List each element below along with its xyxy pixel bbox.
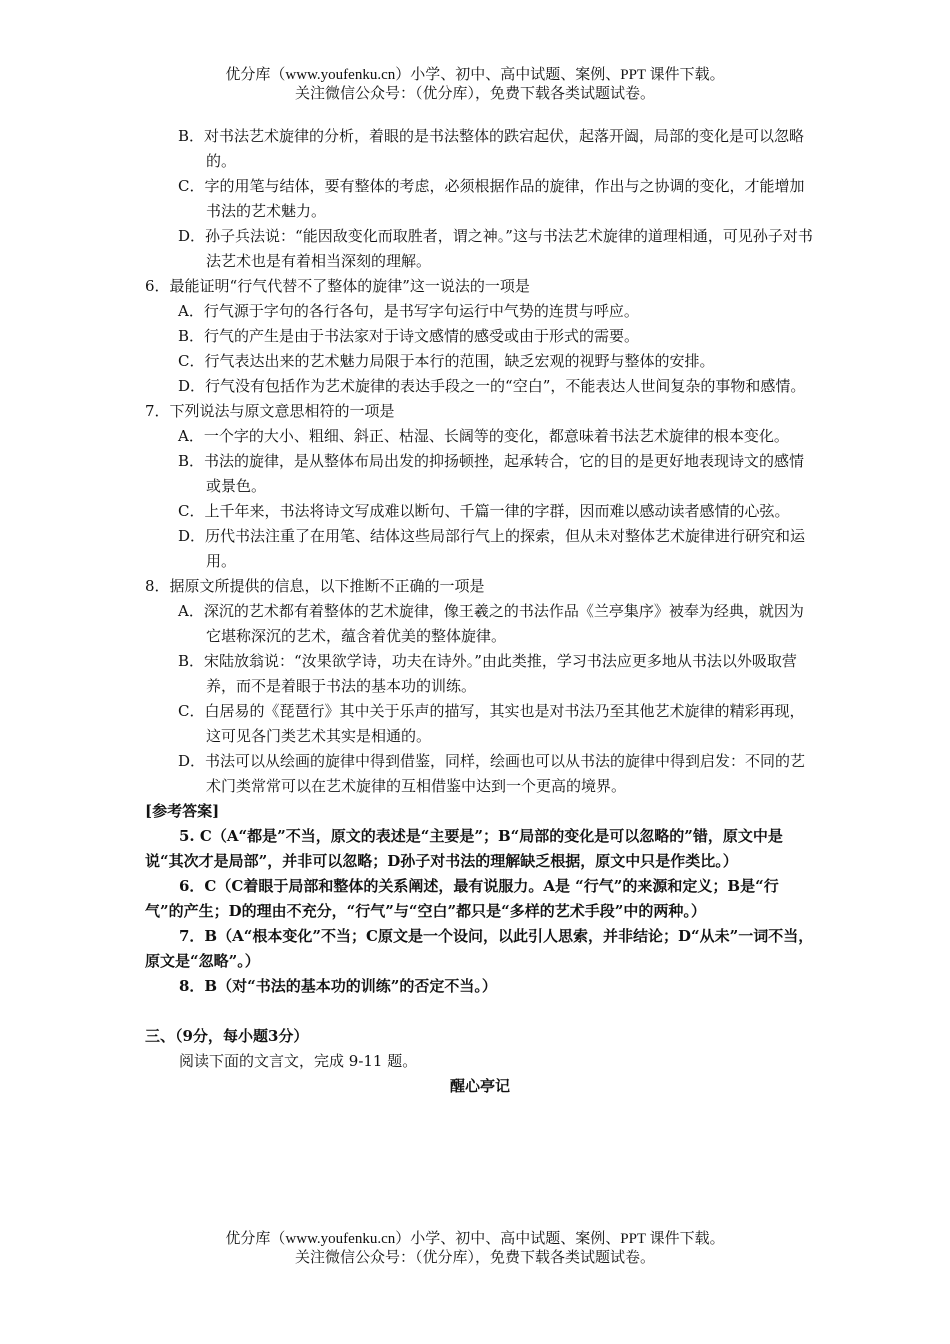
document-body xyxy=(145,124,815,1099)
section-3-heading: 三、（9分，每小题3分） xyxy=(145,1027,309,1045)
spacer xyxy=(145,999,815,1024)
q6-stem: 6．最能证明“行气代替不了整体的旋律”这一说法的一项是 xyxy=(145,277,530,295)
answers-title: [参考答案] xyxy=(145,802,220,820)
q8-option-b: B．宋陆放翁说：“汝果欲学诗，功夫在诗外。”由此类推，学习书法应更多地从书法以外吸取营养，而不是着眼于书法的基本功的训练。 xyxy=(178,652,797,695)
q7-option-c: C．上千年来，书法将诗文写成难以断句、千篇一律的字群，因而难以感动读者感情的心弦。 xyxy=(178,502,790,520)
q8-option-a: A．深沉的艺术都有着整体的艺术旋律，像王羲之的书法作品《兰亭集序》被奉为经典，就因为它堪称深沉的艺术，蕴含着优美的整体旋律。 xyxy=(178,602,804,645)
answer-6: 6．C（C着眼于局部和整体的关系阐述，最有说服力。A是 “行气”的来源和定义；B是“行气”的产生；D的理由不充分，“行气”与“空白”都只是“多样的艺术手段”中的两种。） xyxy=(145,877,779,920)
q6-option-a: A．行气源于字句的各行各句，是书写字句运行中气势的连贯与呼应。 xyxy=(178,302,639,320)
q6-option-d: D．行气没有包括作为艺术旋律的表达手段之一的“空白”，不能表达人世间复杂的事物和感情。 xyxy=(178,377,806,395)
q8-option-d: D．书法可以从绘画的旋律中得到借鉴，同样，绘画也可以从书法的旋律中得到启发：不同的艺术门类常常可以在艺术旋律的互相借鉴中达到一个更高的境界。 xyxy=(178,752,806,795)
section-3-instruction: 阅读下面的文言文，完成 9-11 题。 xyxy=(179,1052,418,1070)
q7-option-d: D．历代书法注重了在用笔、结体这些局部行气上的探索，但从未对整体艺术旋律进行研究和运用。 xyxy=(178,527,806,570)
q8-option-c: C．白居易的《琵琶行》其中关于乐声的描写，其实也是对书法乃至其他艺术旋律的精彩再现，这可见各门类艺术其实是相通的。 xyxy=(178,702,805,745)
footer-line-1: 优分库（www.youfenku.cn）小学、初中、高中试题、案例、PPT 课件下载。 xyxy=(225,1231,725,1247)
answer-8: 8．B（对“书法的基本功的训练”的否定不当。） xyxy=(179,977,497,995)
q7-option-b: B．书法的旋律，是从整体布局出发的抑扬顿挫，起承转合，它的目的是更好地表现诗文的感情或景色。 xyxy=(178,452,805,495)
header-line-1: 优分库（www.youfenku.cn）小学、初中、高中试题、案例、PPT 课件下载。 xyxy=(225,67,725,83)
page-header-top xyxy=(0,66,950,104)
q5-option-b: B．对书法艺术旋律的分析，着眼的是书法整体的跌宕起伏，起落开阖，局部的变化是可以忽略的。 xyxy=(178,127,805,170)
passage-title: 醒心亭记 xyxy=(449,1077,510,1095)
q6-option-c: C．行气表达出来的艺术魅力局限于本行的范围，缺乏宏观的视野与整体的安排。 xyxy=(178,352,715,370)
q7-option-a: A．一个字的大小、粗细、斜正、枯湿、长阔等的变化，都意味着书法艺术旋律的根本变化。 xyxy=(178,427,789,445)
q8-stem: 8．据原文所提供的信息，以下推断不正确的一项是 xyxy=(145,577,485,595)
header-line-2: 关注微信公众号：（优分库），免费下载各类试题试卷。 xyxy=(294,86,655,102)
q5-option-c: C．字的用笔与结体，要有整体的考虑，必须根据作品的旋律，作出与之协调的变化，才能增加书法的艺术魅力。 xyxy=(178,177,805,220)
answer-5: 5. C（A“都是”不当，原文的表述是“主要是”；B“局部的变化是可以忽略的”错，原文中是说“其次才是局部”，并非可以忽略；D孙子对书法的理解缺乏根据，原文中只是作类比。） xyxy=(145,827,783,870)
footer-line-2: 关注微信公众号：（优分库），免费下载各类试题试卷。 xyxy=(294,1250,655,1266)
page-footer xyxy=(0,1230,950,1268)
q7-stem: 7．下列说法与原文意思相符的一项是 xyxy=(145,402,395,420)
q5-option-d: D．孙子兵法说：“能因敌变化而取胜者，谓之神。”这与书法艺术旋律的道理相通，可见孙子对书法艺术也是有着相当深刻的理解。 xyxy=(178,227,813,270)
q6-option-b: B．行气的产生是由于书法家对于诗文感情的感受或由于形式的需要。 xyxy=(178,327,640,345)
answer-7: 7．B（A“根本变化”不当；C原文是一个设问，以此引人思索，并非结论；D“从未”一词不当，原文是“忽略”。） xyxy=(145,927,814,970)
